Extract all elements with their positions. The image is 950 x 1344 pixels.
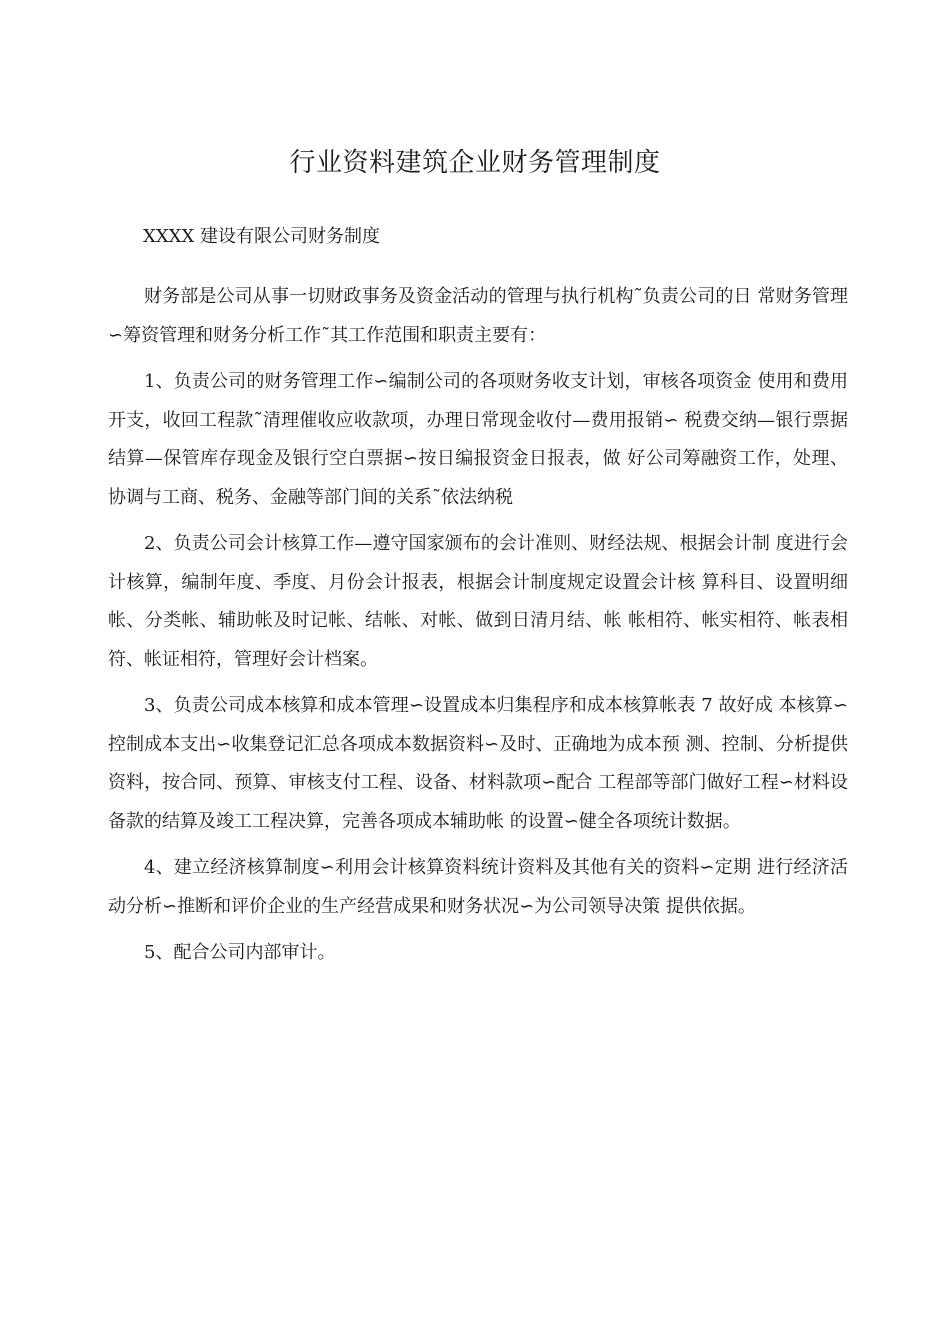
duty-paragraph-5: 5、配合公司内部审计。 — [144, 942, 336, 963]
document-title: 行业资料建筑企业财务管理制度 — [289, 148, 661, 178]
intro-paragraph: 财务部是公司从事一切财政事务及资金活动的管理与执行机构˜负责公司的日 常财务管理∽筹资管理和财务分析工作˜其工作范围和职责主要有： — [108, 286, 848, 346]
duty-paragraph-1: 1、负责公司的财务管理工作∽编制公司的各项财务收支计划，审核各项资金 使用和费用开支，收回工程款˜清理催收应收款项，办理日常现金收付—费用报销∽ 税费交纳—银行票据结算—保管库存现金及银行空白票据∽按日编报资金日报表，做 好公司筹融资工作，处理、协调与工商、税务、金融等部门间的关系˜依法纳税 — [108, 371, 848, 508]
duty-paragraph-4: 4、建立经济核算制度∽利用会计核算资料统计资料及其他有关的资料∽定期 进行经济活动分析∽推断和评价企业的生产经营成果和财务状况∽为公司领导决策 提供依据。 — [108, 857, 848, 917]
duty-paragraph-3: 3、负责公司成本核算和成本管理∽设置成本归集程序和成本核算帐表 7 故好成 本核算∽控制成本支出∽收集登记汇总各项成本数据资料∽及时、正确地为成本预 测、控制、分析提供资料，按合同、预算、审核支付工程、设备、材料款项∽配合 工程部等部门做好工程∽材料设备款的结算及竣工工程决算，完善各项成本辅助帐 的设置∽健全各项统计数据。 — [108, 695, 848, 832]
document-subtitle: XXXX 建设有限公司财务制度 — [143, 226, 380, 247]
duty-paragraph-2: 2、负责公司会计核算工作—遵守国家颁布的会计准则、财经法规、根据会计制 度进行会计核算，编制年度、季度、月份会计报表，根据会计制度规定设置会计核 算科目、设置明细帐、分类帐、辅助帐及时记帐、结帐、对帐、做到日清月结、帐 帐相符、帐实相符、帐表相符、帐证相符，管理好会计档案。 — [108, 533, 848, 670]
document-body — [108, 278, 848, 981]
